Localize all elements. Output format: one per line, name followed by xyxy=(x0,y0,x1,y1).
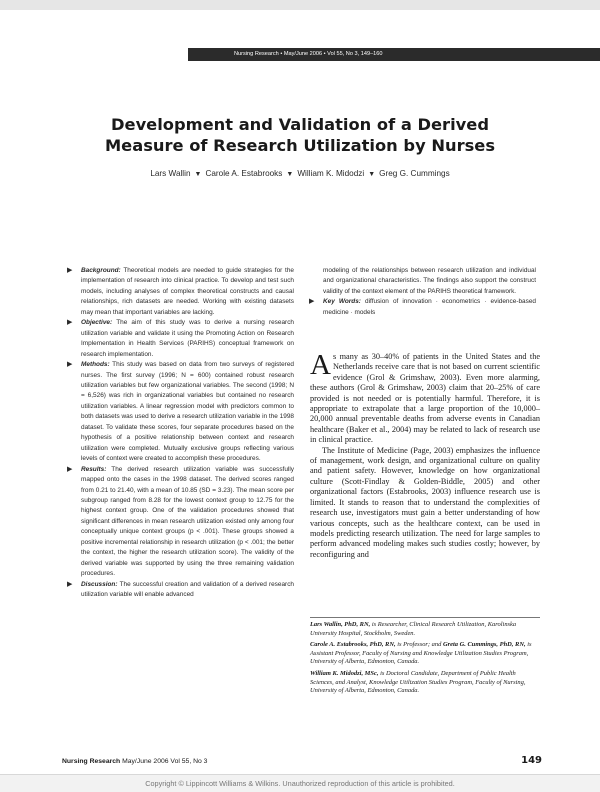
abstract-methods: ▶ Methods: This study was based on data from two surveys of registered nurses. The first survey (1996; N = 600) contained robust research utilization variables but few organizational variables. The second (1998; N = 6,526) was rich in organizational variables but contained no research utilization variables. A linear regression model with predictors common to both datasets was used to derive a research utilization variable in the 1998 dataset. To validate these scores, four separate procedures based on the hypothesis of a positive relationship between context and research utilization were completed. Mutually exclusive groups reflecting various levels of context were created to accomplish these procedures. xyxy=(67,361,294,463)
bullet-triangle-icon: ▶ xyxy=(67,580,73,588)
article-title xyxy=(60,114,540,156)
body-text-column xyxy=(310,349,540,560)
abstract-discussion: ▶ Discussion: The successful creation and validation of a derived research utilization variable will enable advanced xyxy=(67,580,294,599)
abstract-right-column xyxy=(308,266,536,318)
title-line-2: Measure of Research Utilization by Nurses xyxy=(104,136,496,155)
bullet-triangle-icon: ▶ xyxy=(67,361,73,369)
abstract-background: ▶ Background: Theoretical models are needed to guide strategies for the implementation of research into clinical practice. To develop and test such models, including analyses of complex theoretical constructs and causal relationships, rich datasets are needed. Working with existing datasets may mean that important variables are lacking. xyxy=(67,267,294,316)
author-separator-icon: ▼ xyxy=(368,171,376,178)
copyright-notice: Copyright © Lippincott Williams & Wilkins. Unauthorized reproduction of this article is prohibited. xyxy=(145,779,455,788)
author-affiliations xyxy=(310,621,540,699)
bullet-triangle-icon: ▶ xyxy=(67,465,73,473)
author-list xyxy=(60,168,540,181)
running-head-band xyxy=(188,48,600,61)
affiliation-midodzi: William K. Midodzi, MSc, is Doctoral Candidate, Department of Public Health Sciences, and Analyst, Knowledge Utilization Studies Program, Faculty of Nursing, University of Alberta, Edmonton, Canada. xyxy=(310,669,526,695)
abstract-discussion-continued: modeling of the relationships between research utilization and individual and organizational characteristics. The findings also support the construct validity of the context element of the PARIHS theoretical framework. xyxy=(323,267,536,295)
viewer-top-bar xyxy=(0,0,600,10)
abstract-keywords: ▶ Key Words: diffusion of innovation · econometrics · evidence-based medicine · models xyxy=(309,298,536,316)
body-paragraph: As many as 30–40% of patients in the United States and the Netherlands receive care that is not based on current scientific evidence (Grol & Grimshaw, 2003). Even more alarming, these authors (Grol & Grimshaw, 2003) claim that 20–25% of care provided is not needed or is potentially harmful. Therefore, it is appropriate to extrapolate that a large proportion of the 10,000–20,000 annual preventable deaths from adverse events in Canadian healthcare (Baker et al., 2004) may be related to lack of research use in clinical practice. xyxy=(310,349,540,445)
body-paragraph: The Institute of Medicine (Page, 2003) emphasizes the influence of management, work design, and organizational culture on quality and patient safety. However, knowledge on how organizational culture (Scott-Findlay & Golden-Biddle, 2005) and other organizational factors (Estabrooks, 2003) influence research use is limited. It stands to reason that to understand the complexities of research use, investigators must gain a better understanding of how various concepts, such as the healthcare context, can be used in models predicting research utilization. The need for large samples to perform advanced modeling makes such studies costly; however, by reconfiguring and xyxy=(310,445,540,559)
drop-cap: A xyxy=(310,349,331,381)
abstract-results: ▶ Results: The derived research utilization variable was successfully mapped onto the cases in the 1998 dataset. The derived scores ranged from 0.21 to 21.40, with a mean of 10.85 (SD = 3.23). The mean score per subgroup ranged from 8.28 for the lowest context group to 12.75 for the highest context group. One of the validation procedures showed that significant differences in mean research utilization existed only among four conceptually unique context groups (p < .001). These groups showed a positive incremental relationship in research utilization (p < .001; the better the context, the higher the research utilization score). The validity of the derived variable was supported by using the three remaining validation procedures. xyxy=(67,465,294,578)
author: Greg G. Cummings xyxy=(379,169,450,178)
footer-issue: May/June 2006 Vol 55, No 3 xyxy=(122,758,208,765)
footer-journal-name: Nursing Research xyxy=(62,758,121,765)
author-separator-icon: ▼ xyxy=(286,171,294,178)
running-head: Nursing Research • May/June 2006 • Vol 55, No 3, 149–160 xyxy=(234,51,383,57)
author: Lars Wallin xyxy=(150,169,191,178)
copyright-bar xyxy=(0,774,600,792)
bullet-triangle-icon: ▶ xyxy=(309,298,315,306)
abstract-objective: ▶ Objective: The aim of this study was to derive a nursing research utilization variable and validate it using the Promoting Action on Research Implementation in Health Services (PARIHS) conceptual framework on research implementation. xyxy=(67,319,294,358)
page-number: 149 xyxy=(521,755,542,766)
affiliation-estabrooks-cummings: Carole A. Estabrooks, PhD, RN, is Professor; and Greta G. Cummings, PhD, RN, is Assistant Professor, Faculty of Nursing and Knowledge Utilization Studies Program, University of Alberta, Edmonton, Canada. xyxy=(310,641,532,666)
abstract-left-column xyxy=(66,266,294,601)
author-separator-icon: ▼ xyxy=(194,171,202,178)
author: Carole A. Estabrooks xyxy=(205,169,283,178)
affiliation-wallin: Lars Wallin, PhD, RN, is Researcher, Clinical Research Utilization, Karolinska University Hospital, Stockholm, Sweden. xyxy=(310,621,517,637)
title-line-1: Development and Validation of a Derived xyxy=(111,115,489,134)
page-footer xyxy=(62,755,542,768)
bullet-triangle-icon: ▶ xyxy=(67,267,73,274)
bullet-triangle-icon: ▶ xyxy=(67,319,73,327)
author: William K. Midodzi xyxy=(297,169,365,178)
affiliation-divider xyxy=(310,617,540,618)
